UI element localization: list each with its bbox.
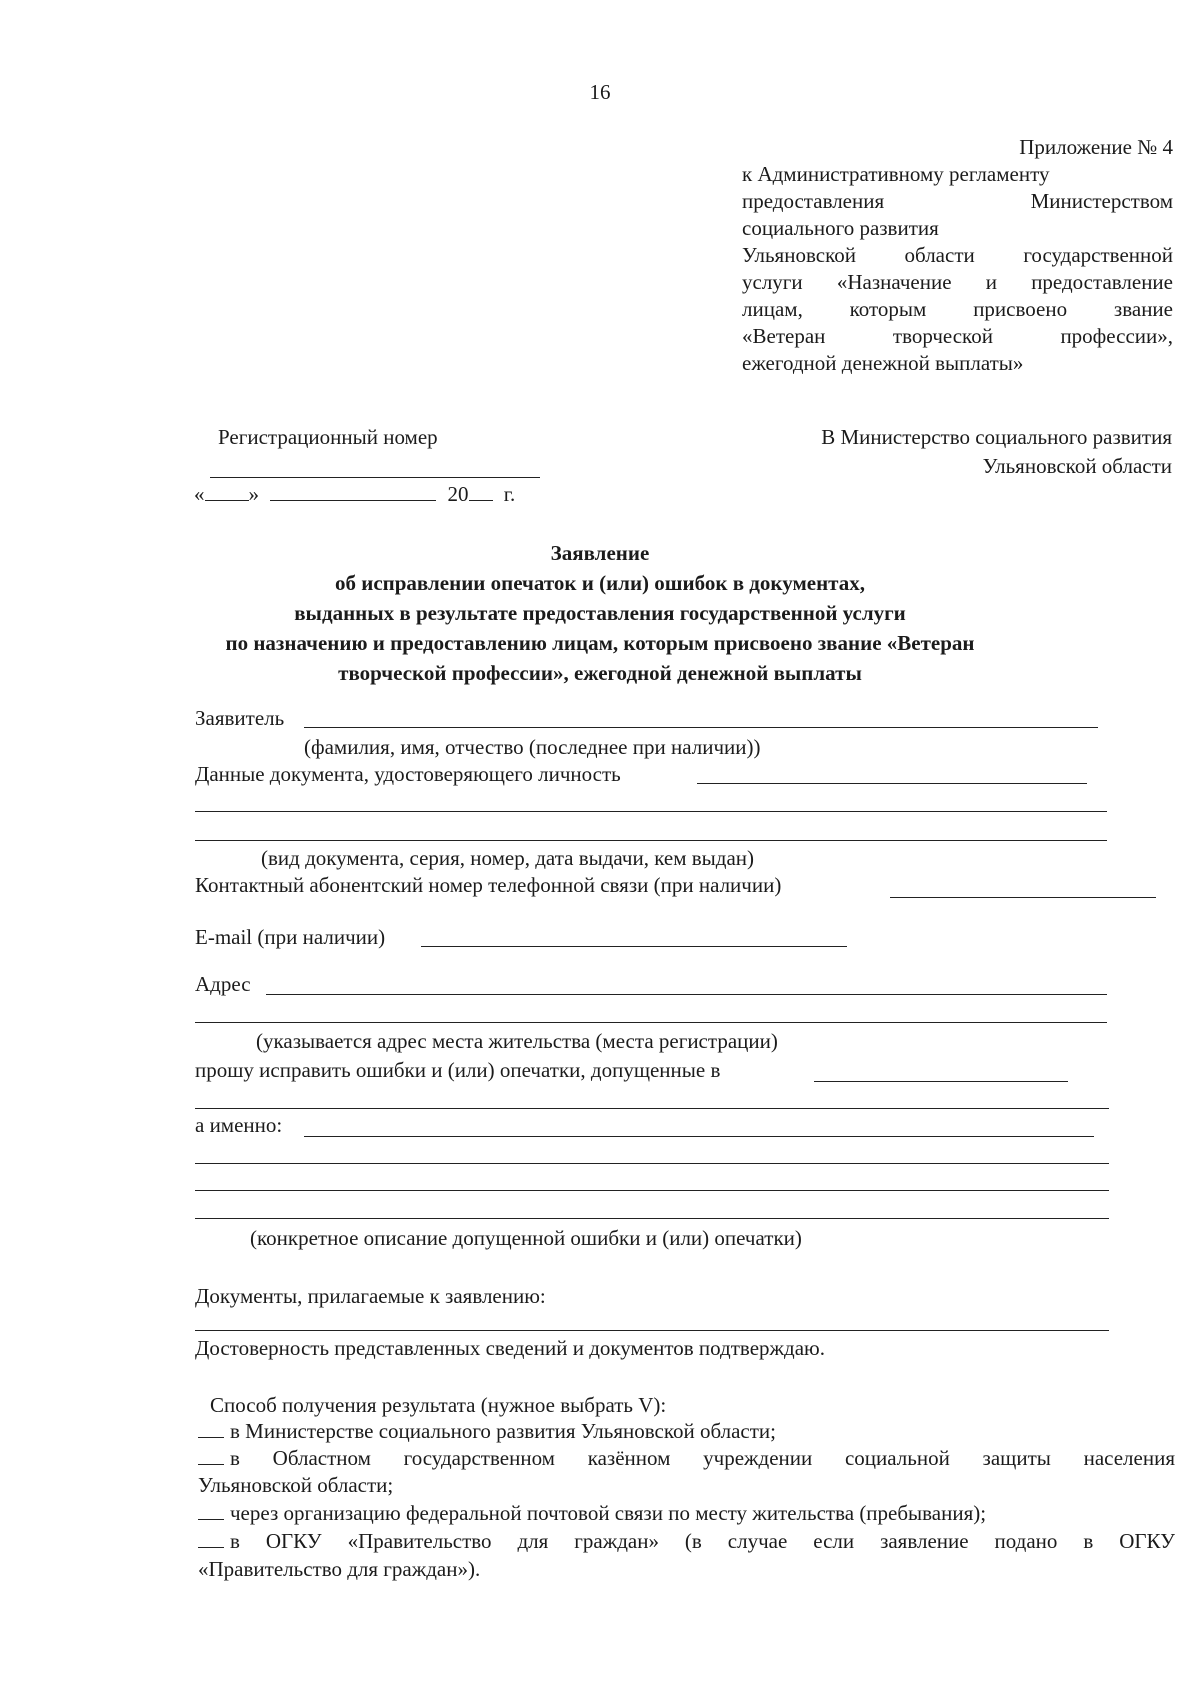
attachments-field[interactable]: [195, 1330, 1109, 1331]
addressee-line-1: В Министерство социального развития: [821, 425, 1172, 449]
delivery-option-institution: [198, 1446, 1175, 1472]
delivery-option-mfc-checkbox[interactable]: [198, 1531, 224, 1548]
annex-line-5: Ульяновской области государственной: [742, 243, 1173, 267]
address-field[interactable]: [266, 994, 1107, 995]
id-document-label: Данные документа, удостоверяющего личность: [195, 762, 621, 786]
date-close-quote: »: [248, 482, 259, 506]
delivery-option-mfc-line-2: «Правительство для граждан»).: [198, 1557, 481, 1581]
year-field[interactable]: [469, 484, 493, 501]
annex-line-7: лицам, которым присвоено звание: [742, 297, 1173, 321]
delivery-option-mfc: [198, 1529, 1175, 1555]
applicant-field[interactable]: [304, 727, 1098, 728]
namely-field[interactable]: [304, 1136, 1094, 1137]
delivery-option-post-label: через организацию федеральной почтовой связи по месту жительства (пребывания);: [230, 1501, 987, 1525]
delivery-heading: Способ получения результата (нужное выбрать V):: [210, 1393, 667, 1417]
delivery-option-institution-line-2: Ульяновской области;: [198, 1473, 394, 1497]
month-field[interactable]: [270, 484, 436, 501]
registration-number-field[interactable]: [210, 477, 540, 478]
title-line-4: по назначению и предоставлению лицам, которым присвоено звание «Ветеран: [225, 631, 975, 655]
title-line-1: Заявление: [550, 541, 650, 565]
title-line-2: об исправлении опечаток и (или) ошибок в документах,: [334, 571, 865, 595]
namely-label: а именно:: [195, 1113, 283, 1137]
title-line-3: выданных в результате предоставления государственной услуги: [294, 601, 906, 625]
attachments-label: Документы, прилагаемые к заявлению:: [195, 1284, 546, 1308]
registration-date-row: [194, 482, 515, 508]
request-label: прошу исправить ошибки и (или) опечатки, допущенные в: [195, 1058, 721, 1082]
year-prefix: 20: [447, 482, 469, 506]
title-line-5: творческой профессии», ежегодной денежной выплаты: [338, 661, 862, 685]
annex-line-2: к Административному регламенту: [742, 162, 1050, 186]
namely-field-line-2[interactable]: [195, 1163, 1109, 1164]
delivery-option-mfc-label: в ОГКУ «Правительство для граждан» (в случае если заявление подано в ОГКУ: [230, 1529, 1175, 1553]
annex-line-8: «Ветеран творческой профессии»,: [742, 324, 1173, 348]
namely-field-line-4[interactable]: [195, 1218, 1109, 1219]
request-field-line-2[interactable]: [195, 1108, 1109, 1109]
delivery-option-post-checkbox[interactable]: [198, 1503, 224, 1520]
year-suffix: г.: [503, 482, 516, 506]
delivery-option-institution-label: в Областном государственном казённом учреждении социальной защиты населения: [230, 1446, 1175, 1470]
id-document-field-line-3[interactable]: [195, 840, 1107, 841]
address-hint: (указывается адрес места жительства (места регистрации): [256, 1029, 778, 1053]
delivery-option-ministry: [198, 1419, 776, 1445]
delivery-option-ministry-label: в Министерстве социального развития Ульяновской области;: [230, 1419, 776, 1443]
page-number: 16: [589, 80, 611, 104]
namely-field-line-3[interactable]: [195, 1190, 1109, 1191]
annex-line-1: Приложение № 4: [1019, 135, 1173, 159]
annex-line-6: услуги «Назначение и предоставление: [742, 270, 1173, 294]
delivery-option-ministry-checkbox[interactable]: [198, 1421, 224, 1438]
delivery-option-institution-checkbox[interactable]: [198, 1448, 224, 1465]
confirmation-text: Достоверность представленных сведений и документов подтверждаю.: [195, 1336, 825, 1360]
email-field[interactable]: [421, 946, 847, 947]
email-label: E-mail (при наличии): [195, 925, 386, 949]
error-description-hint: (конкретное описание допущенной ошибки и (или) опечатки): [250, 1226, 802, 1250]
annex-line-3: предоставления Министерством: [742, 189, 1173, 213]
id-document-hint: (вид документа, серия, номер, дата выдачи, кем выдан): [261, 846, 754, 870]
annex-line-9: ежегодной денежной выплаты»: [742, 351, 1024, 375]
request-document-field[interactable]: [814, 1081, 1068, 1082]
applicant-hint: (фамилия, имя, отчество (последнее при наличии)): [304, 735, 761, 759]
addressee-line-2: Ульяновской области: [982, 454, 1172, 478]
phone-label: Контактный абонентский номер телефонной связи (при наличии): [195, 873, 782, 897]
address-field-line-2[interactable]: [195, 1022, 1107, 1023]
phone-field[interactable]: [890, 897, 1156, 898]
document-title: [0, 538, 1200, 688]
date-open-quote: «: [194, 482, 205, 506]
registration-label: Регистрационный номер: [218, 425, 438, 449]
applicant-label: Заявитель: [195, 706, 285, 730]
annex-block: [742, 135, 1173, 378]
delivery-option-post: [198, 1501, 986, 1527]
id-document-field[interactable]: [697, 783, 1087, 784]
address-label: Адрес: [195, 972, 251, 996]
id-document-field-line-2[interactable]: [195, 811, 1107, 812]
day-field[interactable]: [205, 484, 249, 501]
annex-line-4: социального развития: [742, 216, 939, 240]
